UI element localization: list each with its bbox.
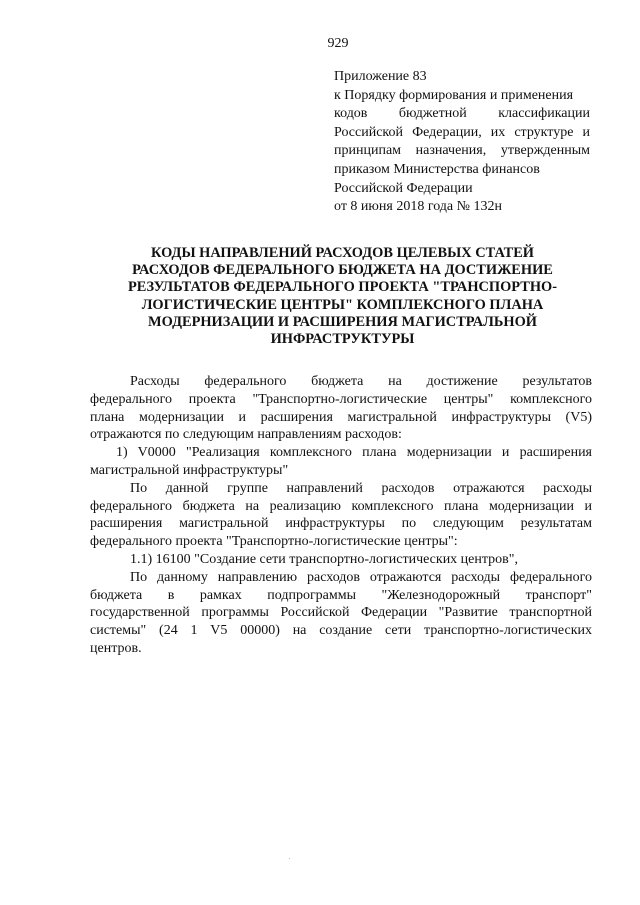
body-line: государственной программы Российской Федерации "Развитие транспортной [90, 605, 592, 621]
body-line: По данному направлению расходов отражаются расходы федерального [130, 569, 592, 585]
appendix-line: принципам назначения, утвержденным [334, 143, 590, 159]
body-line: Расходы федерального бюджета на достижение результатов [130, 374, 592, 389]
title-line: РЕЗУЛЬТАТОВ ФЕДЕРАЛЬНОГО ПРОЕКТА "ТРАНСПОРТНО- [127, 279, 558, 296]
body-line: федерального проекта "Транспортно-логистические центры" комплексного [90, 391, 592, 407]
appendix-line: Приложение 83 [334, 69, 427, 84]
body-line: отражаются по следующим направлениям расходов: [90, 427, 402, 443]
body-line: расширения магистральной инфраструктуры по следующим результатам [90, 516, 592, 532]
appendix-line: приказом Министерства финансов [334, 161, 540, 177]
title-line: РАСХОДОВ ФЕДЕРАЛЬНОГО БЮДЖЕТА НА ДОСТИЖЕНИЕ [132, 262, 553, 279]
body-line: федерального проекта "Транспортно-логистические центры": [90, 534, 458, 550]
title-line: ИНФРАСТРУКТУРЫ [270, 331, 415, 348]
appendix-block [334, 68, 590, 217]
appendix-line: Российской Федерации, их структуре и [334, 124, 590, 140]
body-line: 1) V0000 "Реализация комплексного плана модернизации и расширения [116, 445, 592, 461]
appendix-line: к Порядку формирования и применения [334, 87, 574, 103]
document-title [90, 245, 595, 348]
body-line: центров. [90, 640, 142, 656]
page-number: 929 [327, 36, 349, 51]
body-line: магистральной инфраструктуры" [90, 462, 289, 478]
body-line: федерального бюджета на реализацию комплексного плана модернизации и [90, 498, 592, 514]
title-line: ЛОГИСТИЧЕСКИЕ ЦЕНТРЫ" КОМПЛЕКСНОГО ПЛАНА [141, 296, 544, 313]
body-line: 1.1) 16100 "Создание сети транспортно-логистических центров", [130, 551, 518, 567]
body-line: плана модернизации и расширения магистральной инфраструктуры (V5) [90, 409, 592, 425]
appendix-line: Российской Федерации [334, 180, 473, 196]
appendix-line: кодов бюджетной классификации [334, 106, 590, 122]
body-line: системы" (24 1 V5 00000) на создание сети транспортно-логистических [90, 623, 592, 639]
body-line: По данной группе направлений расходов отражаются расходы [130, 480, 592, 496]
body-line: бюджета в рамках подпрограммы "Железнодорожный транспорт" [90, 587, 592, 603]
title-line: КОДЫ НАПРАВЛЕНИЙ РАСХОДОВ ЦЕЛЕВЫХ СТАТЕЙ [151, 245, 534, 261]
appendix-line: от 8 июня 2018 года № 132н [334, 199, 502, 215]
scan-speck [289, 858, 290, 859]
title-line: МОДЕРНИЗАЦИИ И РАСШИРЕНИЯ МАГИСТРАЛЬНОЙ [148, 313, 537, 330]
document-body [90, 373, 592, 658]
